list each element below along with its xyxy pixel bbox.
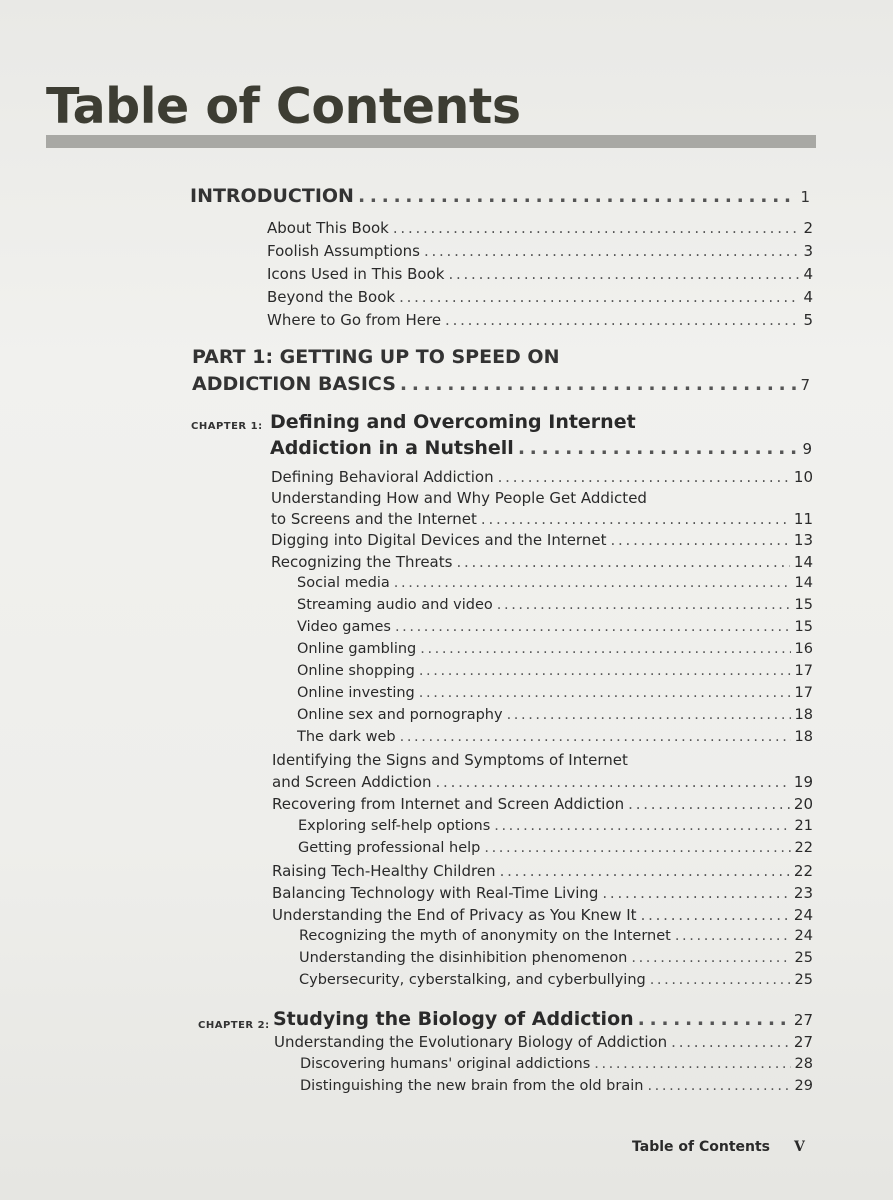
toc-entry [271, 553, 813, 571]
dot-leader [400, 373, 797, 395]
dot-leader [358, 185, 797, 207]
toc-page-number: 4 [803, 288, 813, 306]
toc-page-number: 1 [800, 188, 810, 206]
toc-page-number: 17 [794, 663, 813, 679]
toc-subentry [297, 707, 813, 723]
toc-label: Exploring self-help options [298, 818, 491, 834]
toc-page-number: 10 [793, 468, 813, 486]
toc-label: ADDICTION BASICS [192, 373, 396, 395]
dot-leader [436, 773, 790, 791]
toc-page-number: 13 [793, 531, 813, 549]
toc-page-number: 5 [803, 311, 813, 329]
toc-label: Defining Behavioral Addiction [271, 468, 494, 486]
dot-leader [448, 265, 799, 283]
toc-label: Video games [297, 619, 391, 635]
toc-label: Online investing [297, 685, 415, 701]
toc-entry [267, 219, 813, 237]
toc-page-number: 15 [794, 619, 813, 635]
dot-leader [647, 1078, 790, 1094]
toc-page-number: 4 [803, 265, 813, 283]
toc-entry [267, 242, 813, 260]
toc-label: Online shopping [297, 663, 415, 679]
toc-entry [272, 773, 813, 791]
toc-label: and Screen Addiction [272, 773, 432, 791]
toc-subentry [297, 641, 813, 657]
toc-part-heading-line1: PART 1: GETTING UP TO SPEED ON [192, 346, 560, 368]
toc-page-number: 28 [794, 1056, 813, 1072]
toc-entry [267, 311, 813, 329]
chapter-title-line1: Defining and Overcoming Internet [270, 411, 636, 433]
toc-page-number: 15 [794, 597, 813, 613]
dot-leader [602, 884, 790, 902]
toc-label: The dark web [297, 729, 396, 745]
toc-page-number: 14 [793, 553, 813, 571]
dot-leader [518, 437, 799, 459]
toc-label: Beyond the Book [267, 288, 396, 306]
toc-page-number: 18 [794, 729, 813, 745]
toc-label: Recognizing the Threats [271, 553, 453, 571]
dot-leader [419, 685, 791, 701]
toc-entry [272, 862, 813, 880]
toc-page-number: 17 [794, 685, 813, 701]
dot-leader [498, 468, 790, 486]
toc-entry [272, 906, 813, 924]
toc-subentry [300, 1078, 813, 1094]
toc-label: Addiction in a Nutshell [270, 437, 514, 459]
toc-page-number: 24 [793, 906, 813, 924]
chapter-title [270, 437, 812, 459]
toc-label: Foolish Assumptions [267, 242, 420, 260]
toc-page-number: 3 [803, 242, 813, 260]
dot-leader [675, 928, 791, 944]
toc-page-number: 23 [793, 884, 813, 902]
toc-subentry [297, 663, 813, 679]
toc-label: to Screens and the Internet [271, 510, 477, 528]
toc-entry-line1: Identifying the Signs and Symptoms of Internet [272, 751, 628, 769]
dot-leader [484, 840, 790, 856]
dot-leader [419, 663, 791, 679]
dot-leader [638, 1008, 790, 1030]
dot-leader [650, 972, 791, 988]
toc-page-number: 18 [794, 707, 813, 723]
toc-entry [271, 510, 813, 528]
toc-label: Distinguishing the new brain from the old brain [300, 1078, 644, 1094]
toc-subentry [297, 729, 813, 745]
dot-leader [671, 1033, 790, 1051]
toc-entry [274, 1033, 813, 1051]
toc-subentry [298, 818, 813, 834]
dot-leader [399, 288, 799, 306]
toc-label: Icons Used in This Book [267, 265, 445, 283]
toc-label: Social media [297, 575, 390, 591]
dot-leader [610, 531, 789, 549]
toc-subentry [299, 928, 813, 944]
title-rule [46, 135, 816, 148]
dot-leader [631, 950, 790, 966]
toc-label: Online sex and pornography [297, 707, 503, 723]
toc-label: Understanding the End of Privacy as You Knew It [272, 906, 637, 924]
toc-subentry [297, 619, 813, 635]
toc-page-number: 7 [800, 376, 810, 394]
chapter-title [273, 1008, 813, 1030]
dot-leader [641, 906, 790, 924]
toc-label: Studying the Biology of Addiction [273, 1008, 634, 1030]
toc-subentry [297, 685, 813, 701]
toc-page-number: 27 [793, 1011, 813, 1029]
toc-entry-line1: Understanding How and Why People Get Addicted [271, 489, 647, 507]
toc-page-number: 22 [793, 862, 813, 880]
toc-label: Where to Go from Here [267, 311, 442, 329]
toc-label: About This Book [267, 219, 389, 237]
toc-page-number: 20 [793, 795, 813, 813]
page-title: Table of Contents [46, 78, 521, 135]
toc-intro-heading [190, 185, 810, 207]
toc-label: Recovering from Internet and Screen Addiction [272, 795, 625, 813]
toc-subentry [297, 575, 813, 591]
toc-subentry [298, 840, 813, 856]
chapter-tag: CHAPTER 1: [191, 421, 263, 432]
toc-page-number: 25 [794, 950, 813, 966]
dot-leader [494, 818, 790, 834]
dot-leader [393, 219, 800, 237]
toc-entry [271, 468, 813, 486]
toc-entry [272, 795, 813, 813]
toc-label: Raising Tech-Healthy Children [272, 862, 496, 880]
dot-leader [497, 597, 791, 613]
toc-entry [267, 288, 813, 306]
toc-label: Discovering humans' original addictions [300, 1056, 591, 1072]
toc-subentry [297, 597, 813, 613]
toc-label: Streaming audio and video [297, 597, 493, 613]
toc-label: Online gambling [297, 641, 417, 657]
toc-page-number: 27 [793, 1033, 813, 1051]
toc-subentry [300, 1056, 813, 1072]
toc-page-number: 11 [793, 510, 813, 528]
toc-entry [271, 531, 813, 549]
toc-subentry [299, 950, 813, 966]
toc-label: Recognizing the myth of anonymity on the Internet [299, 928, 671, 944]
toc-label: Understanding the disinhibition phenomenon [299, 950, 628, 966]
toc-page-number: 29 [794, 1078, 813, 1094]
toc-label: INTRODUCTION [190, 185, 354, 207]
dot-leader [456, 553, 789, 571]
dot-leader [507, 707, 791, 723]
toc-entry [267, 265, 813, 283]
toc-entry [272, 884, 813, 902]
toc-page-number: 16 [794, 641, 813, 657]
dot-leader [420, 641, 790, 657]
toc-page-number: 24 [794, 928, 813, 944]
toc-page-number: 22 [794, 840, 813, 856]
dot-leader [594, 1056, 790, 1072]
toc-label: Understanding the Evolutionary Biology of Addiction [274, 1033, 668, 1051]
chapter-tag: CHAPTER 2: [198, 1020, 270, 1031]
dot-leader [395, 619, 791, 635]
dot-leader [481, 510, 790, 528]
running-footer: Table of Contents [632, 1139, 771, 1155]
toc-label: Getting professional help [298, 840, 481, 856]
toc-subentry [299, 972, 813, 988]
toc-label: Cybersecurity, cyberstalking, and cyberbullying [299, 972, 646, 988]
toc-page-number: 19 [793, 773, 813, 791]
folio-number: V [794, 1139, 805, 1155]
dot-leader [500, 862, 790, 880]
toc-page-number: 2 [803, 219, 813, 237]
toc-page-number: 25 [794, 972, 813, 988]
toc-page-number: 21 [794, 818, 813, 834]
toc-label: Balancing Technology with Real-Time Living [272, 884, 599, 902]
dot-leader [628, 795, 790, 813]
toc-page-number: 14 [794, 575, 813, 591]
dot-leader [424, 242, 800, 260]
toc-part-heading [192, 373, 810, 395]
dot-leader [394, 575, 791, 591]
toc-page-number: 9 [802, 440, 812, 458]
toc-label: Digging into Digital Devices and the Internet [271, 531, 607, 549]
dot-leader [400, 729, 791, 745]
dot-leader [445, 311, 799, 329]
